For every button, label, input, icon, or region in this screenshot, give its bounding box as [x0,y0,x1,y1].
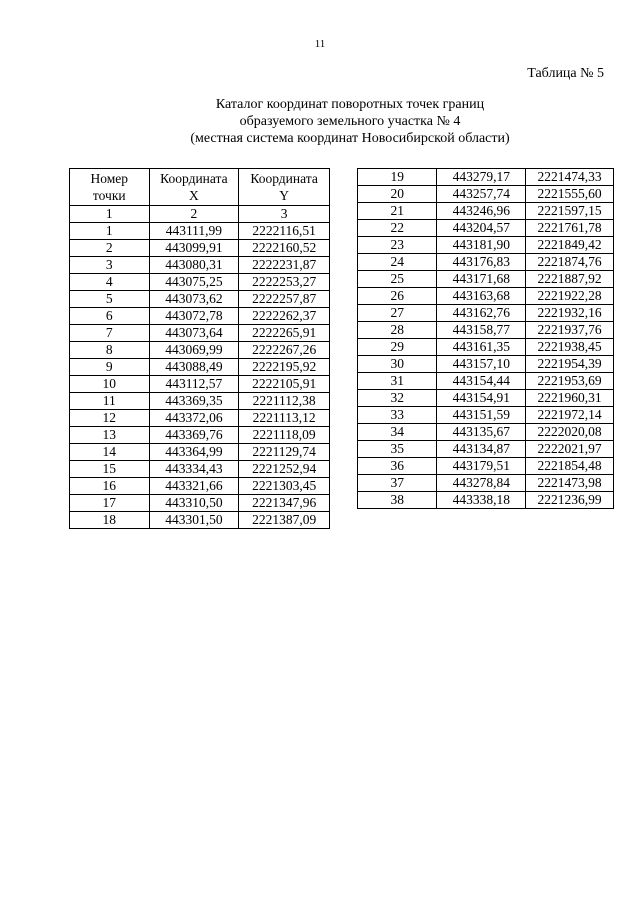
coordinate-y: 2221960,31 [526,390,614,407]
header-coordinate-x [149,169,239,206]
point-number: 9 [70,359,150,376]
coordinate-x: 443080,31 [149,257,239,274]
point-number: 29 [358,339,437,356]
coordinate-y: 2221555,60 [526,186,614,203]
header-text: точки [92,188,126,203]
coordinate-y: 2221347,96 [239,495,330,512]
coordinate-x: 443163,68 [437,288,526,305]
coordinate-y: 2222265,91 [239,325,330,342]
table-row [358,322,614,339]
table-row [358,254,614,271]
table-row [358,305,614,322]
table-row [358,220,614,237]
coordinate-x: 443278,84 [437,475,526,492]
coordinate-x: 443279,17 [437,169,526,186]
header-coordinate-y [239,169,330,206]
table-row [70,410,330,427]
point-number: 15 [70,461,150,478]
coordinate-x: 443154,91 [437,390,526,407]
coordinate-y: 2221113,12 [239,410,330,427]
table-row [358,186,614,203]
header-text: Координата [250,171,318,186]
coordinate-y: 2222253,27 [239,274,330,291]
table-row [70,495,330,512]
coordinate-x: 443369,76 [149,427,239,444]
coordinate-y: 2221932,16 [526,305,614,322]
table-row [70,461,330,478]
table-row [358,271,614,288]
column-number: 2 [149,206,239,223]
point-number: 35 [358,441,437,458]
table-row [358,441,614,458]
point-number: 36 [358,458,437,475]
coordinate-y: 2221854,48 [526,458,614,475]
table-row [358,475,614,492]
coordinate-y: 2221922,28 [526,288,614,305]
point-number: 28 [358,322,437,339]
column-number: 1 [70,206,150,223]
table-row [70,359,330,376]
table-row [70,308,330,325]
point-number: 25 [358,271,437,288]
point-number: 33 [358,407,437,424]
coordinate-y: 2221937,76 [526,322,614,339]
coordinate-x: 443072,78 [149,308,239,325]
header-row [70,169,330,206]
point-number: 37 [358,475,437,492]
coordinate-x: 443112,57 [149,376,239,393]
column-number: 3 [239,206,330,223]
coordinate-x: 443075,25 [149,274,239,291]
coordinate-y: 2222160,52 [239,240,330,257]
coordinate-y: 2221761,78 [526,220,614,237]
table-row [358,458,614,475]
point-number: 8 [70,342,150,359]
coordinate-y: 2222195,92 [239,359,330,376]
coordinate-x: 443158,77 [437,322,526,339]
coordinate-x: 443257,74 [437,186,526,203]
point-number: 22 [358,220,437,237]
coordinate-y: 2221129,74 [239,444,330,461]
coordinate-x: 443179,51 [437,458,526,475]
point-number: 12 [70,410,150,427]
table-row [358,407,614,424]
point-number: 38 [358,492,437,509]
coordinate-y: 2221938,45 [526,339,614,356]
coordinate-y: 2222020,08 [526,424,614,441]
point-number: 7 [70,325,150,342]
table-row [358,373,614,390]
point-number: 34 [358,424,437,441]
point-number: 32 [358,390,437,407]
point-number: 17 [70,495,150,512]
coordinates-table-right [357,168,614,509]
table-row [70,444,330,461]
coordinate-x: 443154,44 [437,373,526,390]
point-number: 16 [70,478,150,495]
table-row [358,288,614,305]
coordinate-y: 2221874,76 [526,254,614,271]
title-line: (местная система координат Новосибирской области) [190,131,510,146]
table-caption: Таблица № 5 [527,66,604,81]
point-number: 18 [70,512,150,529]
point-number: 26 [358,288,437,305]
coordinate-y: 2221597,15 [526,203,614,220]
table-row [70,512,330,529]
coordinate-x: 443157,10 [437,356,526,373]
coordinate-y: 2222262,37 [239,308,330,325]
table-row [358,390,614,407]
coordinate-x: 443334,43 [149,461,239,478]
coordinate-y: 2222105,91 [239,376,330,393]
coordinate-y: 2221954,39 [526,356,614,373]
coordinate-x: 443301,50 [149,512,239,529]
coordinate-x: 443073,62 [149,291,239,308]
table-row [358,339,614,356]
coordinate-x: 443310,50 [149,495,239,512]
coordinate-x: 443134,87 [437,441,526,458]
coordinate-y: 2221887,92 [526,271,614,288]
table-row [70,376,330,393]
table-row [70,291,330,308]
table-row [70,274,330,291]
point-number: 6 [70,308,150,325]
coordinate-y: 2221252,94 [239,461,330,478]
coordinate-x: 443171,68 [437,271,526,288]
coordinate-y: 2221849,42 [526,237,614,254]
header-text: Координата [160,171,228,186]
point-number: 30 [358,356,437,373]
coordinate-y: 2222116,51 [239,223,330,240]
document-title [0,96,640,147]
table-row [358,203,614,220]
point-number: 10 [70,376,150,393]
coordinate-x: 443151,59 [437,407,526,424]
coordinate-x: 443246,96 [437,203,526,220]
coordinate-x: 443135,67 [437,424,526,441]
table-row [358,237,614,254]
table-row [358,424,614,441]
point-number: 14 [70,444,150,461]
coordinate-x: 443162,76 [437,305,526,322]
point-number: 24 [358,254,437,271]
point-number: 11 [70,393,150,410]
point-number: 27 [358,305,437,322]
coordinate-y: 2221118,09 [239,427,330,444]
point-number: 21 [358,203,437,220]
coordinate-y: 2221953,69 [526,373,614,390]
coordinate-x: 443204,57 [437,220,526,237]
table-row [70,342,330,359]
table-row [70,257,330,274]
coordinate-y: 2221112,38 [239,393,330,410]
point-number: 1 [70,223,150,240]
coordinate-x: 443321,66 [149,478,239,495]
point-number: 13 [70,427,150,444]
point-number: 2 [70,240,150,257]
header-text: X [189,188,199,203]
table-row [70,393,330,410]
coordinate-x: 443111,99 [149,223,239,240]
coordinate-y: 2221303,45 [239,478,330,495]
header-point-number [70,169,150,206]
coordinate-x: 443364,99 [149,444,239,461]
table-row [70,223,330,240]
point-number: 23 [358,237,437,254]
table-row [70,325,330,342]
table-row [70,427,330,444]
point-number: 3 [70,257,150,274]
coordinate-x: 443099,91 [149,240,239,257]
title-line: Каталог координат поворотных точек границ [215,97,485,112]
coordinate-y: 2222267,26 [239,342,330,359]
point-number: 4 [70,274,150,291]
coordinate-x: 443069,99 [149,342,239,359]
header-text: Номер [90,171,129,186]
header-text: Y [279,188,289,203]
coordinate-y: 2221236,99 [526,492,614,509]
coordinate-y: 2222021,97 [526,441,614,458]
point-number: 31 [358,373,437,390]
column-numbering-row [70,206,330,223]
point-number: 5 [70,291,150,308]
coordinate-y: 2222231,87 [239,257,330,274]
coordinate-x: 443073,64 [149,325,239,342]
coordinate-x: 443338,18 [437,492,526,509]
coordinate-y: 2221473,98 [526,475,614,492]
table-row [358,356,614,373]
coordinate-y: 2221387,09 [239,512,330,529]
coordinate-y: 2221972,14 [526,407,614,424]
point-number: 19 [358,169,437,186]
coordinate-x: 443181,90 [437,237,526,254]
title-line: образуемого земельного участка № 4 [239,114,461,129]
point-number: 20 [358,186,437,203]
table-row [70,478,330,495]
table-row [358,492,614,509]
coordinate-x: 443369,35 [149,393,239,410]
coordinates-table-left [69,168,330,529]
coordinate-x: 443088,49 [149,359,239,376]
page-number: 11 [314,38,326,50]
coordinate-x: 443161,35 [437,339,526,356]
coordinate-y: 2222257,87 [239,291,330,308]
table-row [70,240,330,257]
table-row [358,169,614,186]
coordinate-x: 443372,06 [149,410,239,427]
coordinate-y: 2221474,33 [526,169,614,186]
coordinate-x: 443176,83 [437,254,526,271]
